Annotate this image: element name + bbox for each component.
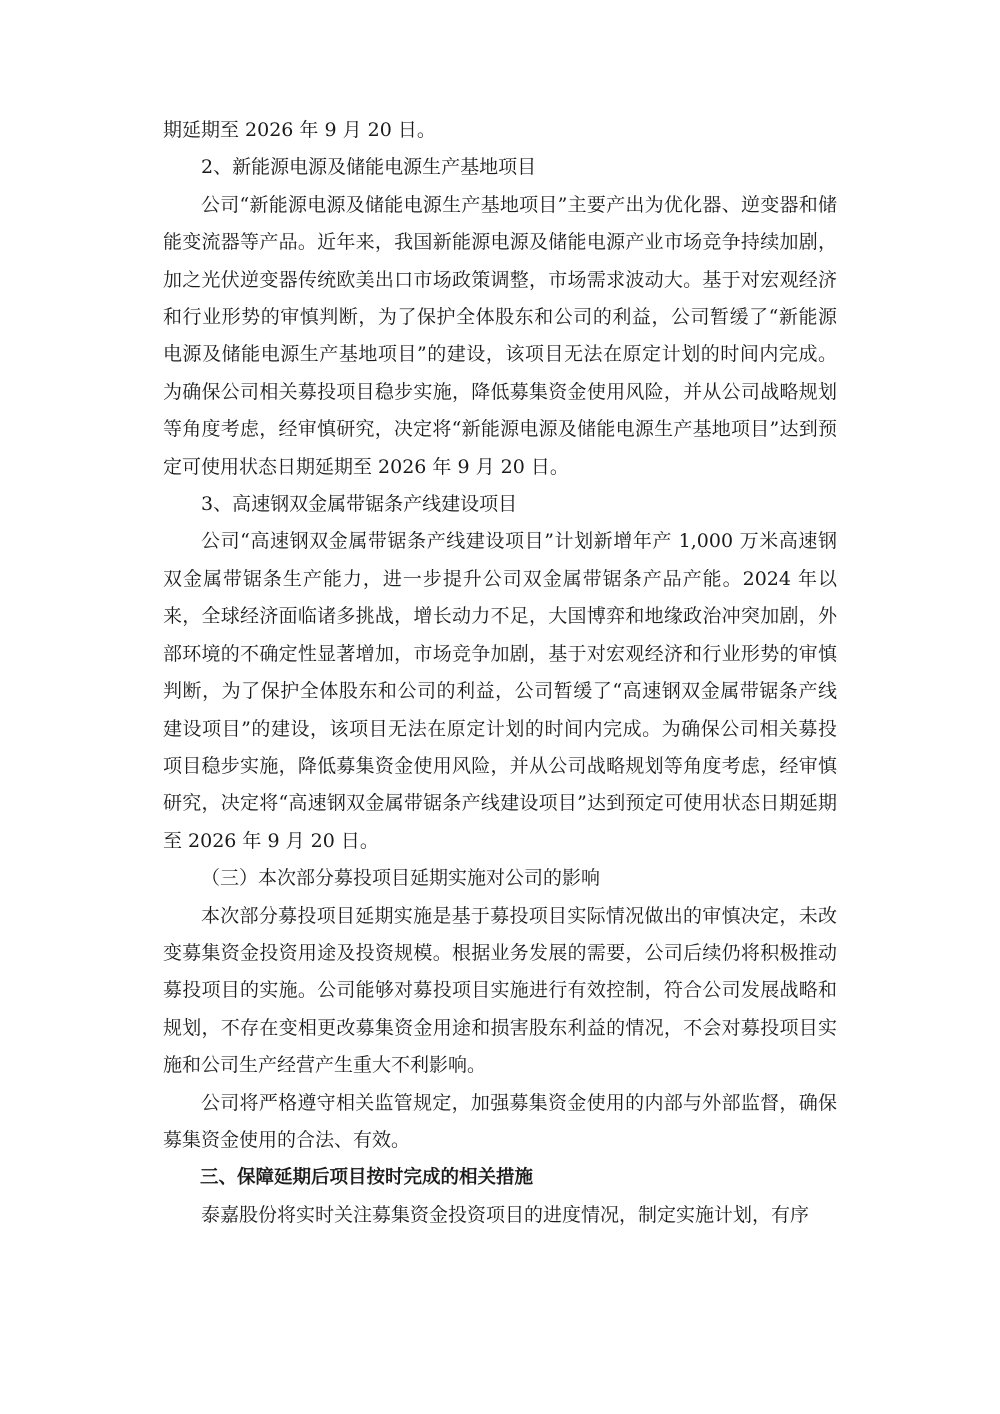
paragraph-compliance: 公司将严格遵守相关监管规定，加强募集资金使用的内部与外部监督，确保募集资金使用的合法、有效。 [163,1091,837,1151]
section-heading-impact: （三）本次部分募投项目延期实施对公司的影响 [201,867,601,890]
paragraph-measures: 泰嘉股份将实时关注募集资金投资项目的进度情况，制定实施计划，有序 [201,1203,810,1226]
paragraph-impact: 本次部分募投项目延期实施是基于募投项目实际情况做出的审慎决定，未改变募集资金投资用途及投资规模。根据业务发展的需要，公司后续仍将积极推动募投项目的实施。公司能够对募投项目实施进行有效控制，符合公司发展战略和规划，不存在变相更改募集资金用途和损害股东利益的情况，不会对募投项目实施和公司生产经营产生重大不利影响。 [163,904,837,1077]
section-heading-saw-blade-project: 3、高速钢双金属带锯条产线建设项目 [201,493,518,516]
paragraph-saw-blade-project: 公司“高速钢双金属带锯条产线建设项目”计划新增年产 1,000 万米高速钢双金属带锯条生产能力，进一步提升公司双金属带锯条产品产能。2024 年以来，全球经济面临诸多挑战，增长动力不足，大国博弈和地缘政治冲突加剧，外部环境的不确定性显著增加，市场竞争加剧，基于对宏观经济和行业形势的审慎判断，为了保护全体股东和公司的利益，公司暂缓了“高速钢双金属带锯条产线建设项目”的建设，该项目无法在原定计划的时间内完成。为确保公司相关募投项目稳步实施，降低募集资金使用风险，并从公司战略规划等角度考虑，经审慎研究，决定将“高速钢双金属带锯条产线建设项目”达到预定可使用状态日期延期至 2026 年 9 月 20 日。 [163,530,837,852]
paragraph-new-energy-project: 公司“新能源电源及储能电源生产基地项目”主要产出为优化器、逆变器和储能变流器等产品。近年来，我国新能源电源及储能电源产业市场竞争持续加剧，加之光伏逆变器传统欧美出口市场政策调整，市场需求波动大。基于对宏观经济和行业形势的审慎判断，为了保护全体股东和公司的利益，公司暂缓了“新能源电源及储能电源生产基地项目”的建设，该项目无法在原定计划的时间内完成。为确保公司相关募投项目稳步实施，降低募集资金使用风险，并从公司战略规划等角度考虑，经审慎研究，决定将“新能源电源及储能电源生产基地项目”达到预定可使用状态日期延期至 2026 年 9 月 20 日。 [163,193,837,478]
section-heading-measures: 三、保障延期后项目按时完成的相关措施 [200,1167,534,1189]
document-page [163,112,837,1234]
section-heading-new-energy-project: 2、新能源电源及储能电源生产基地项目 [201,156,537,179]
paragraph-continuation: 期延期至 2026 年 9 月 20 日。 [163,119,436,141]
